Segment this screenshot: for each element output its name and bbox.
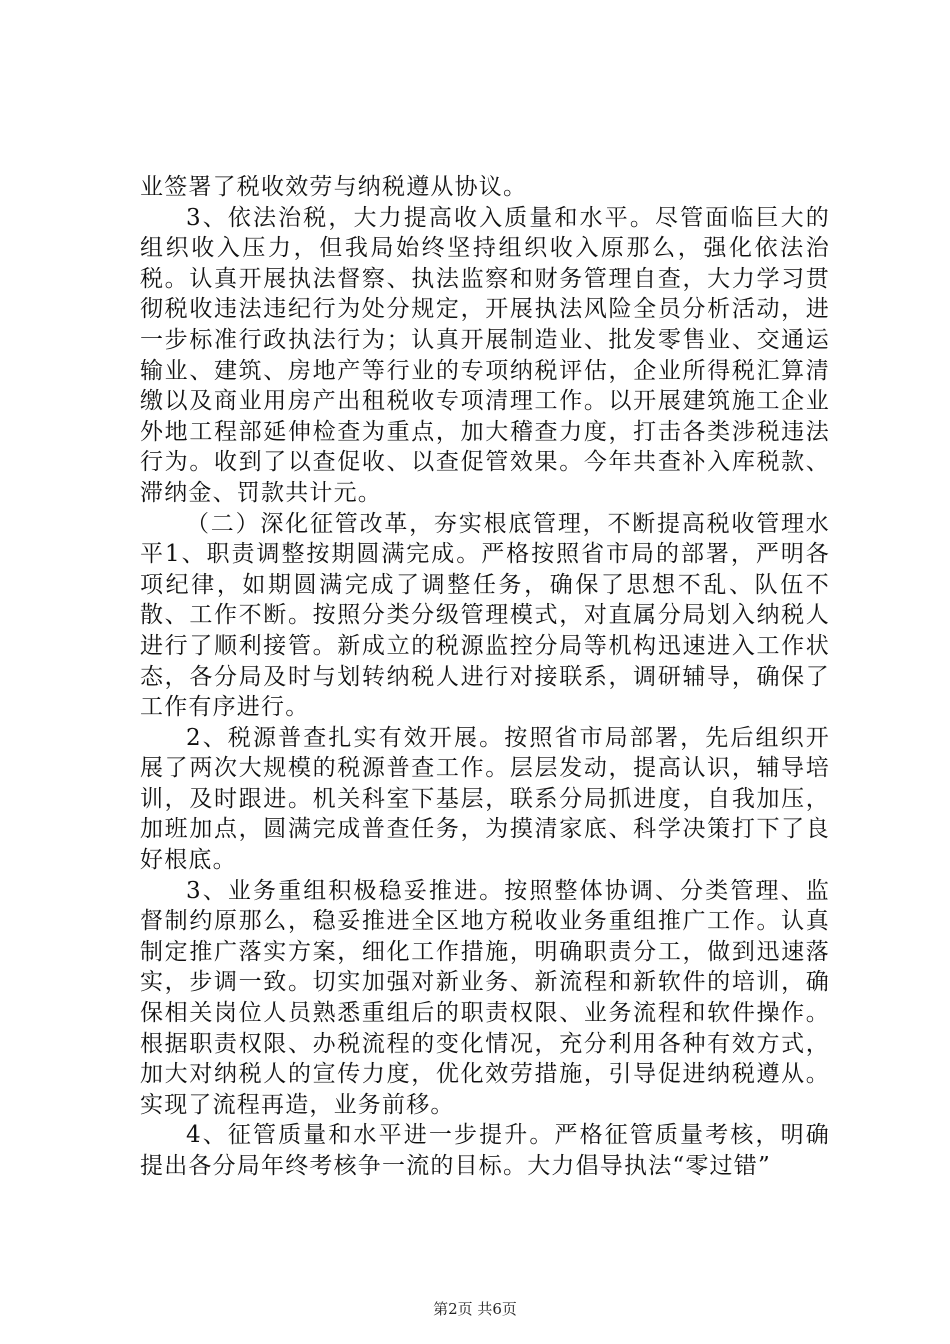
paragraph-collection-reform: （二）深化征管改革，夯实根底管理，不断提高税收管理水平1、职责调整按期圆满完成。严格按照省市局的部署，严明各项纪律，如期圆满完成了调整任务，确保了思想不乱、队伍不散、工作不断。按照分类分级管理模式，对直属分局划入纳税人进行了顺利接管。新成立的税源监控分局等机构迅速进入工作状态，各分局及时与划转纳税人进行对接联系，调研辅导，确保了工作有序进行。 xyxy=(140,510,830,721)
paragraph-business-restructuring: 3、业务重组积极稳妥推进。按照整体协调、分类管理、监督制约原那么，稳妥推进全区地方税收业务重组推广工作。认真制定推广落实方案，细化工作措施，明确职责分工，做到迅速落实，步调一致。切实加强对新业务、新流程和新软件的培训，确保相关岗位人员熟悉重组后的职责权限、业务流程和软件操作。根据职责权限、办税流程的变化情况，充分利用各种有效方式，加大对纳税人的宣传力度，优化效劳措施，引导促进纳税遵从。实现了流程再造，业务前移。 xyxy=(140,877,830,1118)
page-number-footer: 第2页 共6页 xyxy=(433,1300,517,1318)
paragraph-tax-source-census: 2、税源普查扎实有效开展。按照省市局部署，先后组织开展了两次大规模的税源普查工作。层层发动，提高认识，辅导培训，及时跟进。机关科室下基层，联系分局抓进度，自我加压，加班加点，圆满完成普查任务，为摸清家底、科学决策打下了良好根底。 xyxy=(140,724,830,874)
paragraph-continuation: 业签署了税收效劳与纳税遵从协议。 xyxy=(140,174,528,200)
paragraph-collection-quality: 4、征管质量和水平进一步提升。严格征管质量考核，明确提出各分局年终考核争一流的目标。大力倡导执法“零过错” xyxy=(140,1122,830,1179)
paragraph-rule-of-law-taxation: 3、依法治税，大力提高收入质量和水平。尽管面临巨大的组织收入压力，但我局始终坚持组织收入原那么，强化依法治税。认真开展执法督察、执法监察和财务管理自查，大力学习贯彻税收违法违纪行为处分规定，开展执法风险全员分析活动，进一步标准行政执法行为；认真开展制造业、批发零售业、交通运输业、建筑、房地产等行业的专项纳税评估，企业所得税汇算清缴以及商业用房产出租税收专项清理工作。以开展建筑施工企业外地工程部延伸检查为重点，加大稽查力度，打击各类涉税违法行为。收到了以查促收、以查促管效果。今年共查补入库税款、滞纳金、罚款共计元。 xyxy=(140,204,830,506)
document-body xyxy=(140,172,830,1182)
